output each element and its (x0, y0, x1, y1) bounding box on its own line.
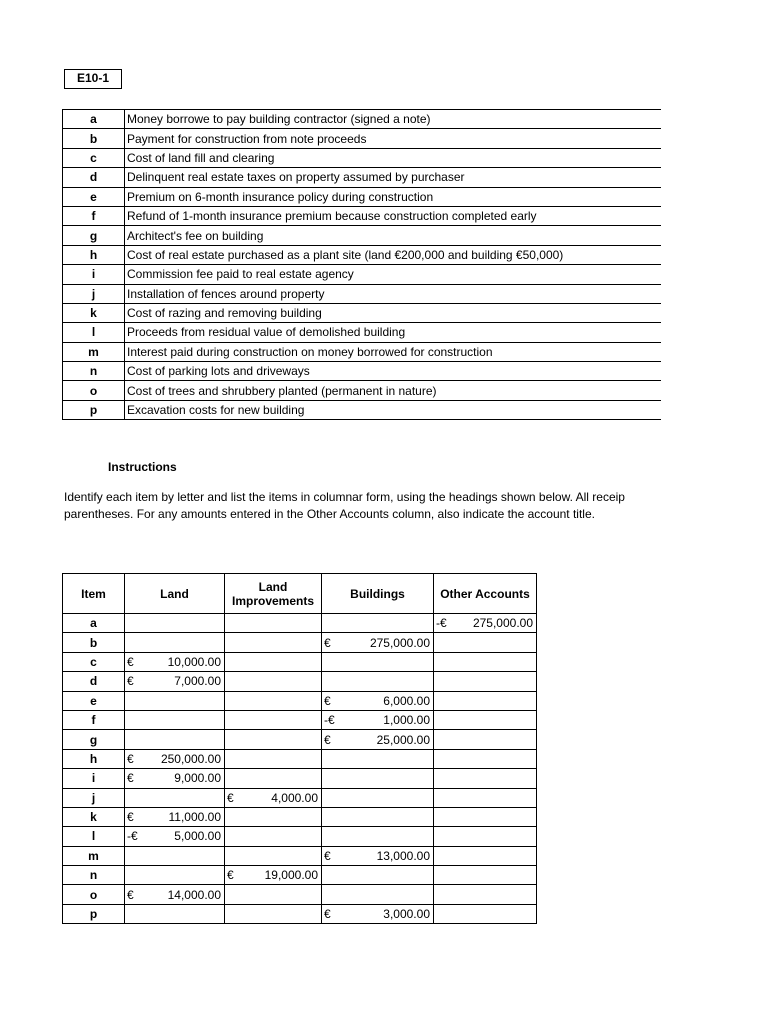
item-row (63, 303, 662, 322)
answer-item-letter: f (63, 710, 125, 729)
item-row (63, 187, 662, 206)
cell-land (125, 885, 225, 904)
item-row (63, 362, 662, 381)
cell-other-accounts (434, 885, 537, 904)
item-description: Payment for construction from note proceeds (125, 129, 662, 148)
item-description: Refund of 1-month insurance premium because construction completed early (125, 206, 662, 225)
currency-symbol: € (127, 771, 134, 786)
cell-land (125, 904, 225, 923)
cell-other-accounts (434, 866, 537, 885)
currency-symbol: -€ (127, 829, 138, 844)
cell-land (125, 710, 225, 729)
amount-value: 25,000.00 (376, 732, 430, 747)
header-land: Land (125, 574, 225, 614)
item-description: Installation of fences around property (125, 284, 662, 303)
amount (125, 672, 224, 690)
answer-item-letter: d (63, 672, 125, 691)
item-row (63, 265, 662, 284)
header-item: Item (63, 574, 125, 614)
amount (322, 692, 433, 710)
amount-value: 4,000.00 (271, 790, 318, 805)
item-row (63, 226, 662, 245)
cell-land-improvements (225, 691, 322, 710)
cell-land-improvements (225, 749, 322, 768)
answer-row (63, 788, 537, 807)
cell-buildings (322, 807, 434, 826)
amount-value: 9,000.00 (174, 771, 221, 786)
item-letter: b (63, 129, 125, 148)
cell-other-accounts (434, 749, 537, 768)
instructions-line-1: Identify each item by letter and list the items in columnar form, using the headings shown below. All receip (64, 490, 625, 504)
answer-row (63, 652, 537, 671)
item-letter: g (63, 226, 125, 245)
answer-item-letter: p (63, 904, 125, 923)
cell-buildings (322, 788, 434, 807)
cell-other-accounts (434, 846, 537, 865)
answer-row (63, 710, 537, 729)
cell-land (125, 749, 225, 768)
answer-item-letter: o (63, 885, 125, 904)
cell-land-improvements (225, 904, 322, 923)
amount (225, 866, 321, 884)
cell-other-accounts (434, 652, 537, 671)
exercise-label: E10-1 (64, 69, 122, 89)
cell-other-accounts (434, 730, 537, 749)
item-description: Cost of parking lots and driveways (125, 362, 662, 381)
item-letter: m (63, 342, 125, 361)
answer-row (63, 769, 537, 788)
amount-value: 14,000.00 (167, 887, 221, 902)
header-land-improvements: Land Improvements (225, 574, 322, 614)
items-table (62, 109, 661, 420)
cell-land-improvements (225, 827, 322, 846)
cell-buildings (322, 710, 434, 729)
amount (125, 769, 224, 787)
amount-value: 275,000.00 (369, 635, 430, 650)
item-letter: n (63, 362, 125, 381)
cell-land (125, 807, 225, 826)
cell-land (125, 614, 225, 633)
cell-other-accounts (434, 633, 537, 652)
item-letter: c (63, 148, 125, 167)
amount-value: 250,000.00 (160, 751, 221, 766)
answer-row (63, 827, 537, 846)
cell-other-accounts (434, 710, 537, 729)
answer-item-letter: e (63, 691, 125, 710)
item-letter: p (63, 400, 125, 419)
item-row (63, 245, 662, 264)
amount (125, 827, 224, 845)
cell-buildings (322, 730, 434, 749)
item-description: Cost of real estate purchased as a plant site (land €200,000 and building €50,000) (125, 245, 662, 264)
currency-symbol: € (127, 810, 134, 825)
amount (225, 789, 321, 807)
amount-value: 5,000.00 (174, 829, 221, 844)
item-letter: a (63, 110, 125, 129)
answer-table (62, 573, 537, 924)
item-letter: h (63, 245, 125, 264)
item-description: Cost of trees and shrubbery planted (permanent in nature) (125, 381, 662, 400)
instructions-title: Instructions (108, 460, 177, 474)
cell-land (125, 827, 225, 846)
cell-land-improvements (225, 846, 322, 865)
answer-header-row (63, 574, 537, 614)
item-description: Excavation costs for new building (125, 400, 662, 419)
item-letter: i (63, 265, 125, 284)
cell-other-accounts (434, 788, 537, 807)
cell-land-improvements (225, 730, 322, 749)
currency-symbol: € (227, 790, 234, 805)
answer-item-letter: i (63, 769, 125, 788)
cell-land-improvements (225, 672, 322, 691)
cell-buildings (322, 885, 434, 904)
cell-land-improvements (225, 710, 322, 729)
answer-item-letter: l (63, 827, 125, 846)
amount (125, 886, 224, 904)
item-letter: o (63, 381, 125, 400)
item-row (63, 148, 662, 167)
amount-value: 13,000.00 (376, 848, 430, 863)
cell-buildings (322, 846, 434, 865)
cell-other-accounts (434, 807, 537, 826)
currency-symbol: € (324, 732, 331, 747)
currency-symbol: € (127, 654, 134, 669)
cell-buildings (322, 691, 434, 710)
item-row (63, 129, 662, 148)
header-other-accounts: Other Accounts (434, 574, 537, 614)
instructions-text (64, 489, 660, 523)
item-letter: f (63, 206, 125, 225)
answer-row (63, 614, 537, 633)
item-row (63, 323, 662, 342)
amount-value: 10,000.00 (167, 654, 221, 669)
amount-value: 275,000.00 (472, 616, 533, 631)
item-letter: l (63, 323, 125, 342)
currency-symbol: -€ (324, 713, 335, 728)
amount (434, 614, 536, 632)
answer-item-letter: m (63, 846, 125, 865)
item-letter: e (63, 187, 125, 206)
answer-row (63, 730, 537, 749)
answer-item-letter: c (63, 652, 125, 671)
item-row (63, 342, 662, 361)
item-letter: j (63, 284, 125, 303)
cell-land-improvements (225, 769, 322, 788)
amount-value: 6,000.00 (383, 693, 430, 708)
cell-other-accounts (434, 614, 537, 633)
currency-symbol: € (227, 868, 234, 883)
item-row (63, 284, 662, 303)
instructions-line-2: parentheses. For any amounts entered in the Other Accounts column, also indicate the account title. (64, 507, 595, 521)
header-buildings: Buildings (322, 574, 434, 614)
answer-item-letter: j (63, 788, 125, 807)
cell-buildings (322, 827, 434, 846)
cell-land (125, 769, 225, 788)
item-description: Money borrowe to pay building contractor (signed a note) (125, 110, 662, 129)
currency-symbol: € (324, 907, 331, 922)
item-description: Premium on 6-month insurance policy during construction (125, 187, 662, 206)
cell-land-improvements (225, 807, 322, 826)
cell-land (125, 730, 225, 749)
cell-buildings (322, 672, 434, 691)
amount-value: 19,000.00 (264, 868, 318, 883)
answer-row (63, 807, 537, 826)
cell-buildings (322, 749, 434, 768)
cell-land-improvements (225, 788, 322, 807)
cell-buildings (322, 652, 434, 671)
answer-item-letter: k (63, 807, 125, 826)
item-description: Cost of razing and removing building (125, 303, 662, 322)
cell-buildings (322, 769, 434, 788)
item-description: Architect's fee on building (125, 226, 662, 245)
cell-land-improvements (225, 885, 322, 904)
item-letter: d (63, 168, 125, 187)
amount-value: 3,000.00 (383, 907, 430, 922)
cell-other-accounts (434, 769, 537, 788)
amount (125, 750, 224, 768)
amount-value: 11,000.00 (168, 810, 221, 825)
currency-symbol: € (127, 751, 134, 766)
answer-table-body (63, 614, 537, 924)
cell-land (125, 652, 225, 671)
item-row (63, 381, 662, 400)
currency-symbol: € (324, 635, 331, 650)
cell-land-improvements (225, 866, 322, 885)
items-table-body (63, 110, 662, 420)
item-description: Cost of land fill and clearing (125, 148, 662, 167)
amount (322, 711, 433, 729)
currency-symbol: € (127, 674, 134, 689)
cell-land-improvements (225, 633, 322, 652)
item-description: Proceeds from residual value of demolished building (125, 323, 662, 342)
currency-symbol: € (324, 848, 331, 863)
item-row (63, 206, 662, 225)
answer-row (63, 885, 537, 904)
item-row (63, 400, 662, 419)
answer-item-letter: n (63, 866, 125, 885)
cell-land (125, 691, 225, 710)
item-description: Delinquent real estate taxes on property assumed by purchaser (125, 168, 662, 187)
item-row (63, 110, 662, 129)
cell-other-accounts (434, 827, 537, 846)
currency-symbol: € (324, 693, 331, 708)
cell-buildings (322, 866, 434, 885)
answer-item-letter: g (63, 730, 125, 749)
amount (322, 634, 433, 652)
item-description: Interest paid during construction on money borrowed for construction (125, 342, 662, 361)
answer-row (63, 846, 537, 865)
amount (322, 847, 433, 865)
cell-buildings (322, 633, 434, 652)
cell-land-improvements (225, 614, 322, 633)
cell-buildings (322, 904, 434, 923)
cell-other-accounts (434, 691, 537, 710)
answer-row (63, 633, 537, 652)
answer-item-letter: h (63, 749, 125, 768)
answer-row (63, 904, 537, 923)
item-description: Commission fee paid to real estate agency (125, 265, 662, 284)
amount (322, 731, 433, 749)
cell-land (125, 633, 225, 652)
currency-symbol: -€ (436, 616, 447, 631)
cell-land (125, 788, 225, 807)
cell-buildings (322, 614, 434, 633)
amount (125, 653, 224, 671)
item-letter: k (63, 303, 125, 322)
cell-other-accounts (434, 904, 537, 923)
answer-item-letter: a (63, 614, 125, 633)
cell-other-accounts (434, 672, 537, 691)
cell-land (125, 846, 225, 865)
item-row (63, 168, 662, 187)
amount-value: 7,000.00 (174, 674, 221, 689)
cell-land-improvements (225, 652, 322, 671)
amount-value: 1,000.00 (383, 713, 430, 728)
cell-land (125, 672, 225, 691)
answer-row (63, 866, 537, 885)
answer-row (63, 672, 537, 691)
answer-row (63, 691, 537, 710)
answer-row (63, 749, 537, 768)
cell-land (125, 866, 225, 885)
answer-item-letter: b (63, 633, 125, 652)
amount (322, 905, 433, 923)
amount (125, 808, 224, 826)
currency-symbol: € (127, 887, 134, 902)
